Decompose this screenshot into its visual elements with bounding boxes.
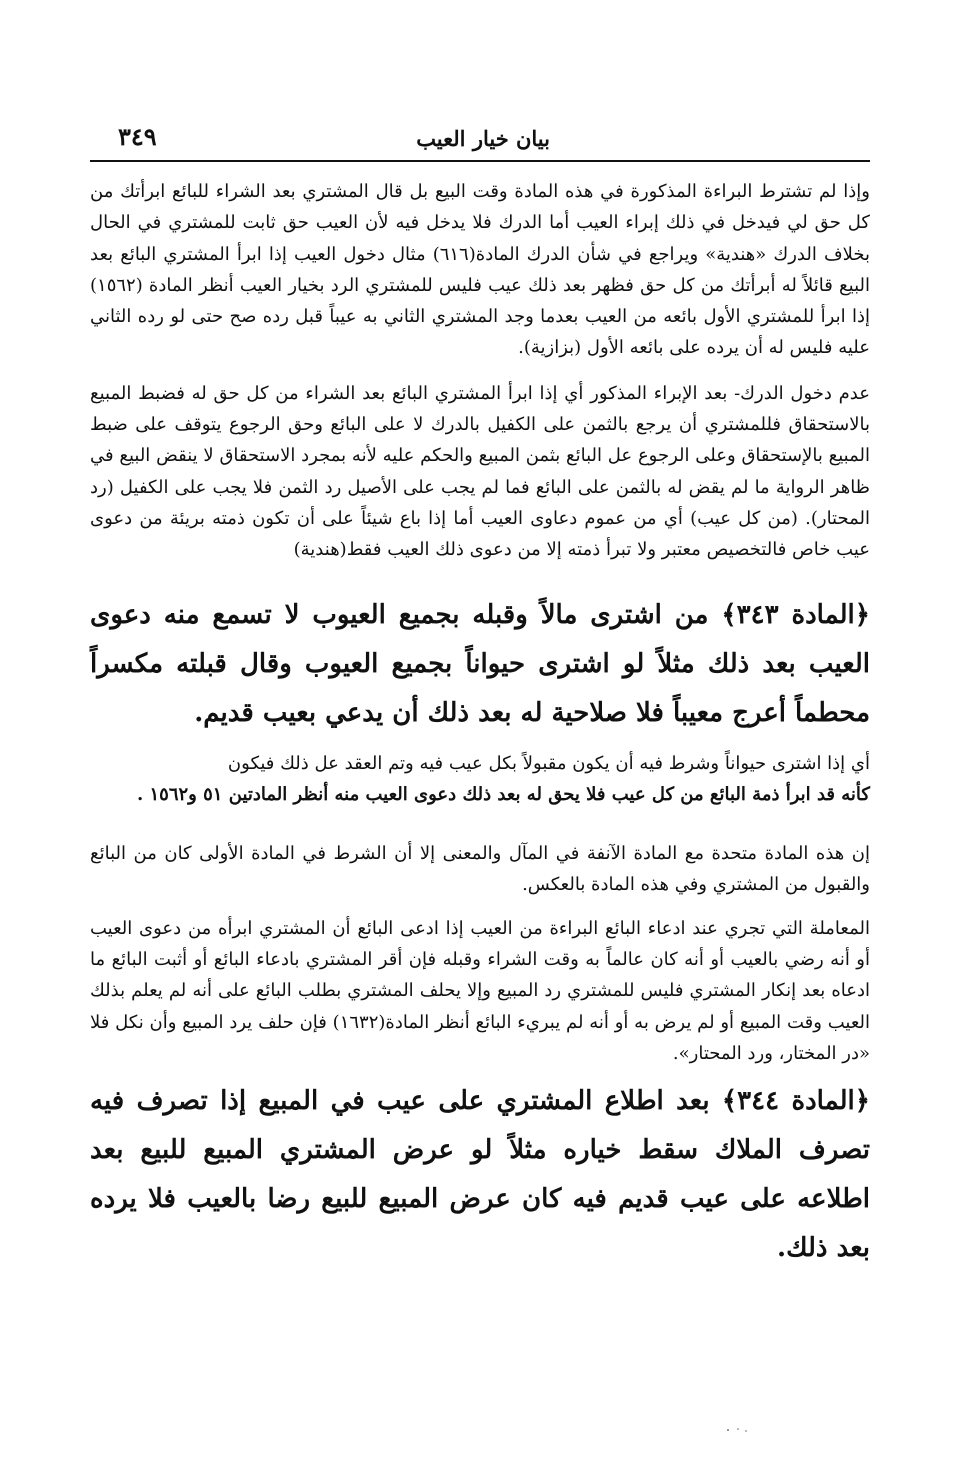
commentary-paragraph-article-343-explanation: أي إذا اشترى حيواناً وشرط فيه أن يكون مقبولاً بكل عيب فيه وتم العقد عل ذلك فيكون [227, 752, 870, 774]
commentary-paragraph-release-claim-procedure: المعاملة التي تجري عند ادعاء البائع البراءة من العيب إذا ادعى البائع أن المشتري ابرأه من دعوى العيب أو أنه رضي بالعيب أو أنه كان عالماً به وقت الشراء وقبله فإن أقر المشتري بادعاء البائع أو أثبت البائع ما ادعاه بعد إنكار المشتري فليس للمشتري رد المبيع وإلا يحلف المشتري بطلب البائع على أنه لم يعلم بذلك العيب وقت المبيع أو لم يرض به أو أنه لم يبريء البائع أنظر المادة(١٦٣٢) فإن حلف يرد المبيع وأن نكل فلا «در المختار، ورد المحتار». [90, 917, 871, 1064]
commentary-paragraph-article-343-bold-line: كأنه قد ابرأ ذمة البائع من كل عيب فلا يحق له بعد ذلك دعوى العيب منه أنظر المادتين ٥١ و١٥٦٢ . [136, 783, 870, 805]
running-title: بيان خيار العيب [416, 126, 550, 151]
scan-speck-marks [720, 1425, 780, 1435]
book-page [90, 118, 870, 1273]
commentary-paragraph-article-comparison: إن هذه المادة متحدة مع المادة الآنفة في المآل والمعنى إلا أن الشرط في المادة الأولى كان من البائع والقبول من المشتري وفي هذه المادة بالعكس. [90, 843, 870, 896]
running-header [90, 118, 870, 162]
commentary-paragraph-recourse-exclusion: عدم دخول الدرك- بعد الإبراء المذكور أي إذا ابرأ المشتري البائع بعد الشراء من كل حق له فضبط المبيع بالاستحقاق فللمشتري أن يرجع بالثمن على الكفيل بالدرك لا على البائع وحق الرجوع يتوقف على ضبط المبيع بالإستحقاق وعلى الرجوع عل البائع بثمن المبيع والحكم عليه لأنه بمجرد الاستحقاق لا ينقض البيع في ظاهر الرواية ما لم يقض له بالثمن على البائع فما لم يجب على الأصيل رد الثمن فلا يجب على الكفيل (رد المحتار). (من كل عيب) أي من عموم دعاوى العيب أما إذا باع شيئاً على أن تكون ذمته بريئة من دعوى عيب خاص فالتخصيص معتبر ولا تبرأ ذمته إلا من دعوى ذلك العيب فقط(هندية) [90, 382, 870, 561]
page-number: ٣٤٩ [118, 122, 157, 151]
commentary-paragraph-release-after-sale: وإذا لم تشترط البراءة المذكورة في هذه المادة وقت البيع بل قال المشتري بعد الشراء للبائع ابرأتك من كل حق لي فيدخل في ذلك إبراء العيب أما الدرك فلا يدخل فيه لأن العيب حق ثابت للمشتري في الحال بخلاف الدرك «هندية» ويراجع في شأن الدرك المادة(٦١٦) مثال دخول العيب إذا ابرأ المشتري البائع بعد البيع قائلاً له أبرأتك من كل حق فظهر بعد ذلك عيب فليس للمشتري الرد بخيار العيب أنظر المادة (١٥٦٢) إذا ابرأ للمشتري الأول بائعه من العيب بعدما وجد المشتري الثاني به عيباً قبل رده صح حتى لو رده الثاني عليه فليس له أن يرده على بائعه الأول (بزازية). [90, 181, 870, 359]
article-344: ﴿المادة ٣٤٤﴾ بعد اطلاع المشتري على عيب في المبيع إذا تصرف فيه تصرف الملاك سقط خياره مثلاً لو عرض المشتري المبيع للبيع بعد اطلاعه على عيب قديم فيه كان عرض المبيع للبيع رضا بالعيب فلا يرده بعد ذلك. [90, 1086, 870, 1264]
article-343: ﴿المادة ٣٤٣﴾ من اشترى مالاً وقبله بجميع العيوب لا تسمع منه دعوى العيب بعد ذلك مثلاً لو اشترى حيواناً بجميع العيوب وقال قبلته مكسراً محطماً أعرج معيباً فلا صلاحية له بعد ذلك أن يدعي بعيب قديم. [90, 599, 870, 728]
